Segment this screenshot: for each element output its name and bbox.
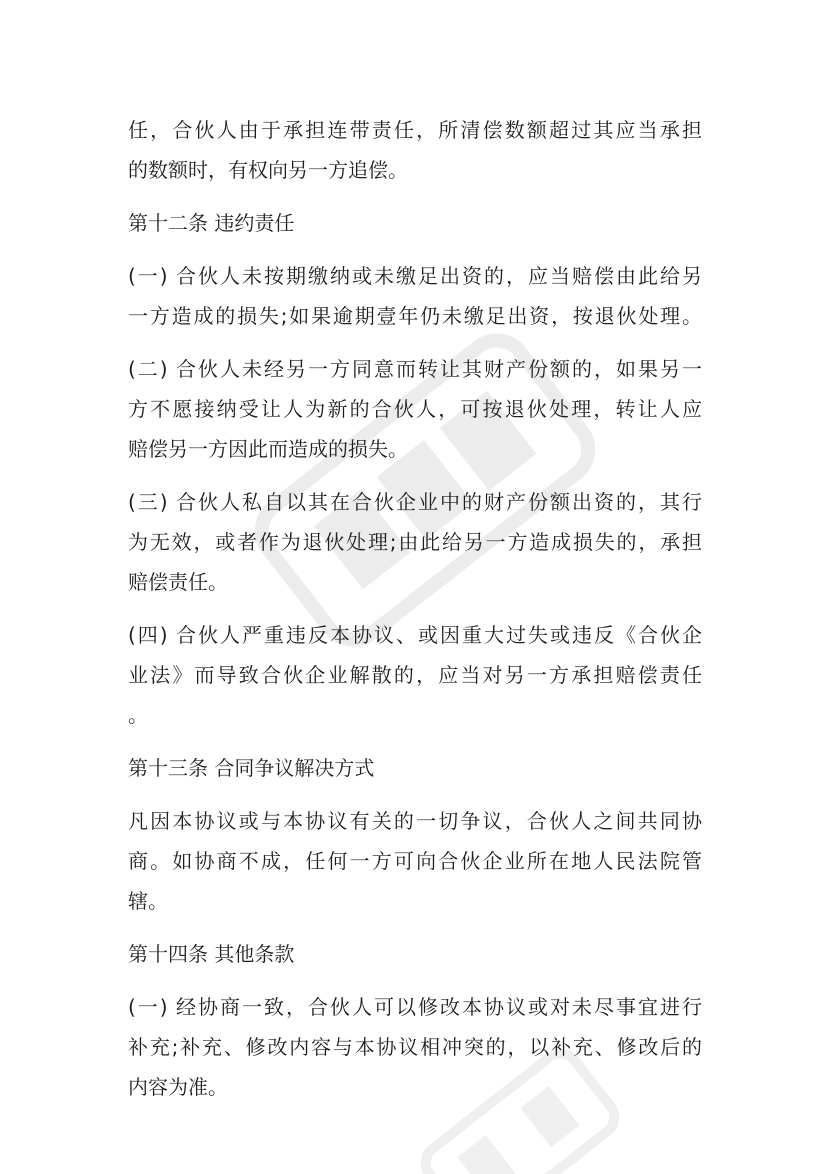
paragraph bbox=[128, 482, 702, 602]
paragraph bbox=[128, 349, 702, 469]
paragraph-line: 赔偿另一方因此而造成的损失。 bbox=[128, 437, 408, 461]
paragraph-line: (四) 合伙人严重违反本协议、或因重大过失或违反《合伙企 bbox=[128, 623, 702, 647]
heading-text: 第十三条 合同争议解决方式 bbox=[128, 756, 375, 780]
block-gap bbox=[128, 602, 702, 615]
section-heading bbox=[128, 748, 702, 788]
paragraph bbox=[128, 615, 702, 735]
paragraph-line: 凡因本协议或与本协议有关的一切争议，合伙人之间共同协 bbox=[128, 809, 702, 833]
paragraph-line: (一) 合伙人未按期缴纳或未缴足出资的，应当赔偿由此给另 bbox=[128, 264, 702, 288]
block-gap bbox=[128, 974, 702, 987]
paragraph bbox=[128, 256, 702, 336]
paragraph-line: (三) 合伙人私自以其在合伙企业中的财产份额出资的，其行 bbox=[128, 490, 702, 514]
paragraph-line: (二) 合伙人未经另一方同意而转让其财产份额的，如果另一 bbox=[128, 357, 702, 381]
paragraph-line: 任，合伙人由于承担连带责任，所清偿数额超过其应当承担 bbox=[128, 118, 702, 142]
block-gap bbox=[128, 190, 702, 203]
paragraph-line: 一方造成的损失;如果逾期壹年仍未缴足出资，按退伙处理。 bbox=[128, 304, 702, 328]
section-heading bbox=[128, 203, 702, 243]
paragraph-line: 。 bbox=[128, 703, 148, 727]
block-gap bbox=[128, 336, 702, 349]
paragraph-line: 业法》而导致合伙企业解散的，应当对另一方承担赔偿责任 bbox=[128, 663, 702, 687]
paragraph-line: 内容为准。 bbox=[128, 1075, 228, 1099]
paragraph-line: 的数额时，有权向另一方追偿。 bbox=[128, 158, 408, 182]
paragraph-line: (一) 经协商一致，合伙人可以修改本协议或对未尽事宜进行 bbox=[128, 995, 702, 1019]
paragraph bbox=[128, 110, 702, 190]
section-heading bbox=[128, 934, 702, 974]
block-gap bbox=[128, 243, 702, 256]
document-body bbox=[128, 110, 702, 1107]
heading-text: 第十二条 违约责任 bbox=[128, 211, 295, 235]
paragraph-line: 商。如协商不成，任何一方可向合伙企业所在地人民法院管 bbox=[128, 849, 702, 873]
block-gap bbox=[128, 735, 702, 748]
block-gap bbox=[128, 921, 702, 934]
paragraph-line: 为无效，或者作为退伙处理;由此给另一方造成损失的，承担 bbox=[128, 530, 702, 554]
paragraph bbox=[128, 801, 702, 921]
paragraph-line: 补充;补充、修改内容与本协议相冲突的，以补充、修改后的 bbox=[128, 1035, 702, 1059]
heading-text: 第十四条 其他条款 bbox=[128, 942, 295, 966]
block-gap bbox=[128, 469, 702, 482]
paragraph-line: 辖。 bbox=[128, 889, 168, 913]
paragraph-line: 方不愿接纳受让人为新的合伙人，可按退伙处理，转让人应 bbox=[128, 397, 702, 421]
paragraph bbox=[128, 987, 702, 1107]
paragraph-line: 赔偿责任。 bbox=[128, 570, 228, 594]
block-gap bbox=[128, 788, 702, 801]
